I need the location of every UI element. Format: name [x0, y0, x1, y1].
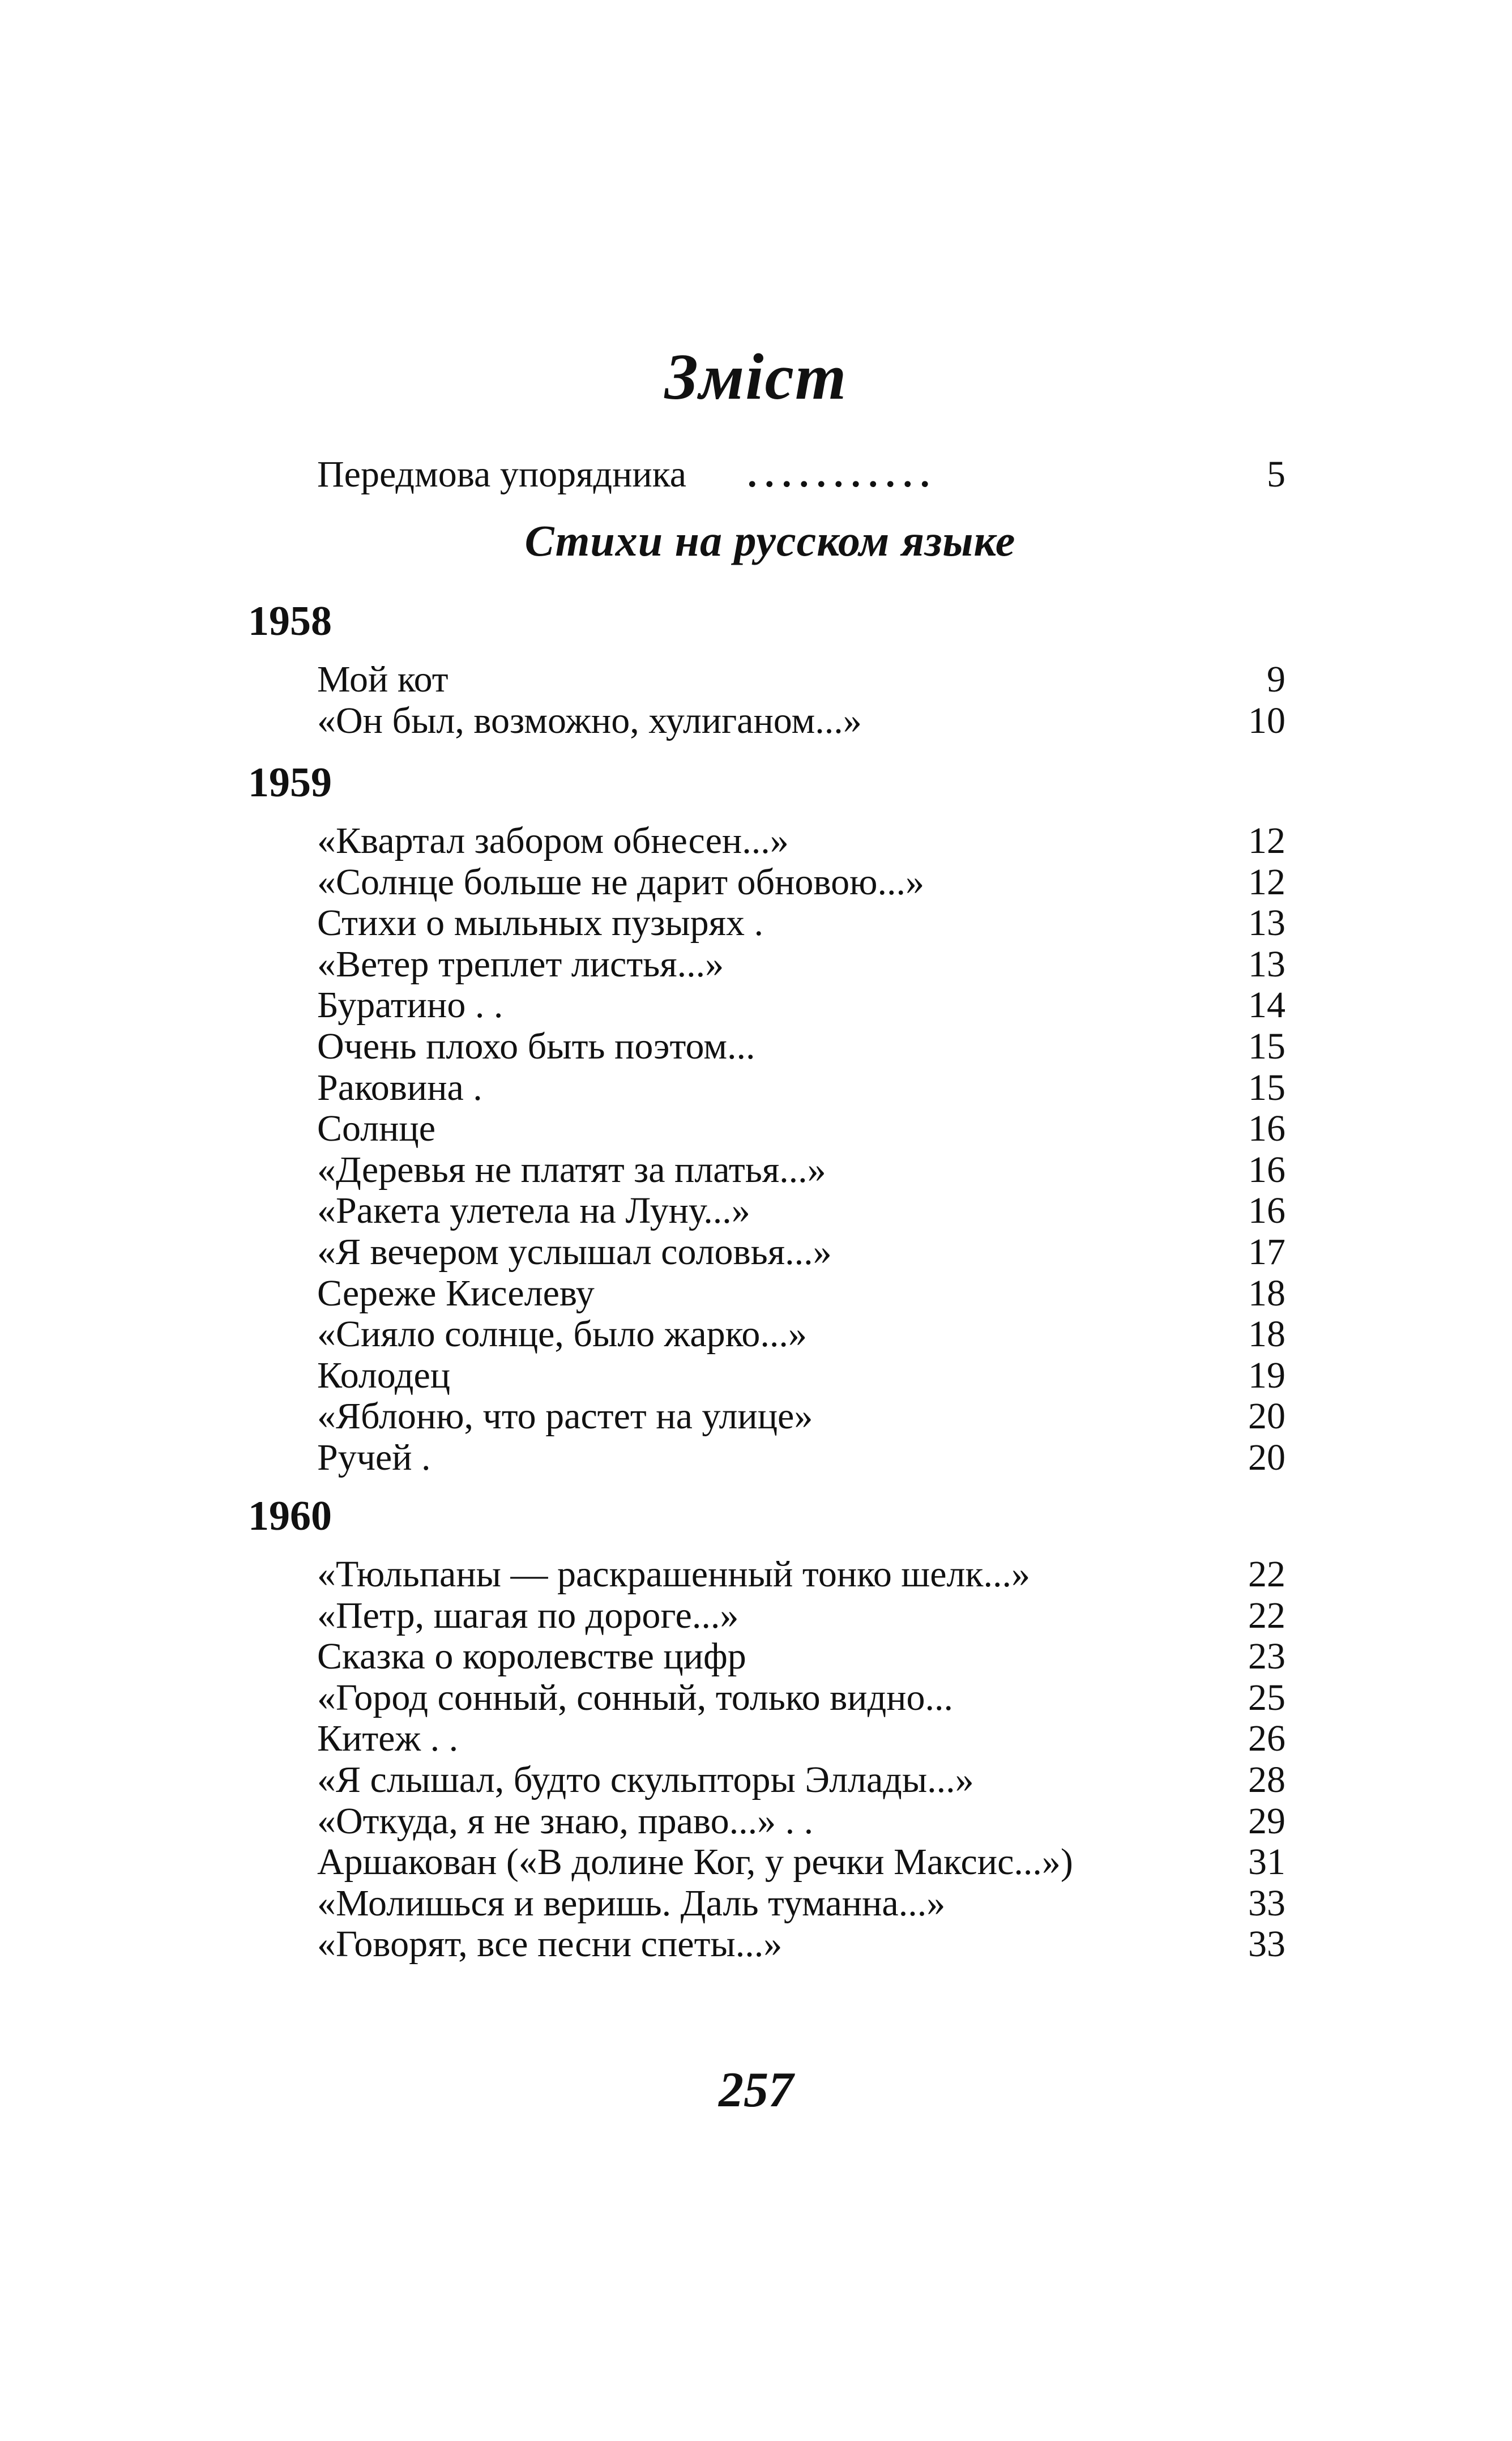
toc-entry-title: «Солнце больше не дарит обновою...» [317, 861, 924, 903]
toc-entry-page: 16 [1248, 1149, 1285, 1190]
toc-entry-page: 13 [1248, 902, 1285, 944]
toc-entry-title: Аршакован («В долине Ког, у речки Максис...») [317, 1841, 1073, 1883]
toc-entry [317, 943, 1285, 986]
toc-entry [317, 1354, 1285, 1397]
toc-entry-page: 18 [1248, 1273, 1285, 1314]
toc-entry-page: 16 [1248, 1108, 1285, 1149]
toc-entry [317, 820, 1285, 863]
toc-entry-page: 5 [1267, 454, 1285, 495]
toc-entry-page: 31 [1248, 1841, 1285, 1883]
toc-entry-title: «Говорят, все песни спеты...» [317, 1923, 783, 1965]
toc-entry-page: 12 [1248, 861, 1285, 903]
section-heading: Стихи на русском языке [524, 516, 1016, 565]
toc-entry-title: «Квартал забором обнесен...» [317, 820, 789, 861]
toc-entry [317, 1436, 1285, 1479]
toc-entry-title: Сереже Киселеву [317, 1273, 595, 1314]
toc-entry [317, 1107, 1285, 1150]
toc-entry-title: «Он был, возможно, хулиганом...» [317, 700, 862, 741]
toc-entry-page: 12 [1248, 820, 1285, 861]
year-heading: 1959 [248, 759, 332, 806]
toc-entry-title: «Яблоню, что растет на улице» [317, 1396, 813, 1437]
toc-entry-title: Солнце [317, 1108, 436, 1149]
toc-entry [317, 699, 1285, 742]
year-heading: 1960 [248, 1493, 332, 1539]
toc-entry [317, 1395, 1285, 1438]
toc-entry [317, 1717, 1285, 1760]
toc-entry-page: 10 [1248, 700, 1285, 741]
toc-entry-page: 16 [1248, 1190, 1285, 1231]
toc-entry-title: «Молишься и веришь. Даль туманна...» [317, 1883, 946, 1924]
toc-entry-title: «Ракета улетела на Луну...» [317, 1190, 750, 1231]
toc-entry [317, 1841, 1285, 1884]
toc-entry-title: Очень плохо быть поэтом... [317, 1026, 755, 1067]
toc-entry [317, 1025, 1285, 1068]
toc-entry-page: 15 [1248, 1026, 1285, 1067]
toc-entry [317, 1553, 1285, 1596]
toc-entry-page: 9 [1267, 659, 1285, 700]
toc-entry-title: «Деревья не платят за платья...» [317, 1149, 826, 1190]
toc-entry [317, 1066, 1285, 1109]
toc-entry-page: 22 [1248, 1554, 1285, 1595]
toc-entry-page: 29 [1248, 1800, 1285, 1842]
toc-entry-preface [317, 453, 1285, 496]
toc-entry-page: 18 [1248, 1313, 1285, 1355]
toc-entry-title: Мой кот [317, 659, 449, 700]
toc-entry-title: «Сияло солнце, было жарко...» [317, 1313, 807, 1355]
page-number: 257 [719, 2063, 793, 2118]
toc-entry-page: 23 [1248, 1636, 1285, 1677]
toc-entry-title: Сказка о королевстве цифр [317, 1636, 746, 1677]
toc-entry [317, 1231, 1285, 1274]
toc-entry [317, 658, 1285, 701]
toc-entry [317, 1635, 1285, 1678]
toc-entry [317, 1313, 1285, 1356]
toc-entry-title: «Я слышал, будто скульпторы Эллады...» [317, 1759, 974, 1800]
toc-entry [317, 1149, 1285, 1192]
toc-entry-page: 20 [1248, 1396, 1285, 1437]
toc-entry [317, 861, 1285, 904]
toc-entry-title: «Ветер треплет листья...» [317, 944, 724, 985]
toc-entry-title: Стихи о мыльных пузырях . [317, 902, 764, 944]
toc-entry-title: «Город сонный, сонный, только видно... [317, 1677, 953, 1718]
toc-entry-page: 28 [1248, 1759, 1285, 1800]
toc-entry [317, 1272, 1285, 1315]
toc-entry [317, 1189, 1285, 1232]
page-title: Зміст [664, 341, 848, 413]
toc-entry-title: «Я вечером услышал соловья...» [317, 1231, 832, 1273]
toc-entry-title: Колодец [317, 1355, 451, 1396]
toc-entry-page: 14 [1248, 984, 1285, 1026]
toc-entry-title: «Тюльпаны — раскрашенный тонко шелк...» [317, 1554, 1030, 1595]
toc-entry-title: «Петр, шагая по дороге...» [317, 1595, 739, 1636]
toc-entry-title: Буратино . . [317, 984, 503, 1026]
toc-entry [317, 1882, 1285, 1925]
toc-entry-page: 22 [1248, 1595, 1285, 1636]
toc-entry-page: 17 [1248, 1231, 1285, 1273]
toc-entry [317, 902, 1285, 945]
toc-entry-page: 19 [1248, 1355, 1285, 1396]
toc-entry-page: 15 [1248, 1067, 1285, 1108]
toc-entry [317, 1594, 1285, 1637]
toc-entry-title: Раковина . [317, 1067, 482, 1108]
toc-leader-dots: ........... [748, 454, 938, 495]
toc-entry-title: Ручей . [317, 1437, 431, 1478]
toc-entry [317, 984, 1285, 1027]
toc-entry-page: 26 [1248, 1718, 1285, 1759]
year-heading: 1958 [248, 598, 332, 645]
toc-entry [317, 1800, 1285, 1843]
toc-entry-page: 33 [1248, 1923, 1285, 1965]
toc-entry-title: Передмова упорядника [317, 454, 687, 495]
toc-entry [317, 1923, 1285, 1966]
toc-entry [317, 1676, 1285, 1719]
toc-entry-title: «Откуда, я не знаю, право...» . . [317, 1800, 814, 1842]
toc-entry-page: 20 [1248, 1437, 1285, 1478]
toc-entry-page: 13 [1248, 944, 1285, 985]
toc-entry-page: 25 [1248, 1677, 1285, 1718]
toc-entry-title: Китеж . . [317, 1718, 459, 1759]
toc-entry [317, 1759, 1285, 1802]
toc-entry-page: 33 [1248, 1883, 1285, 1924]
